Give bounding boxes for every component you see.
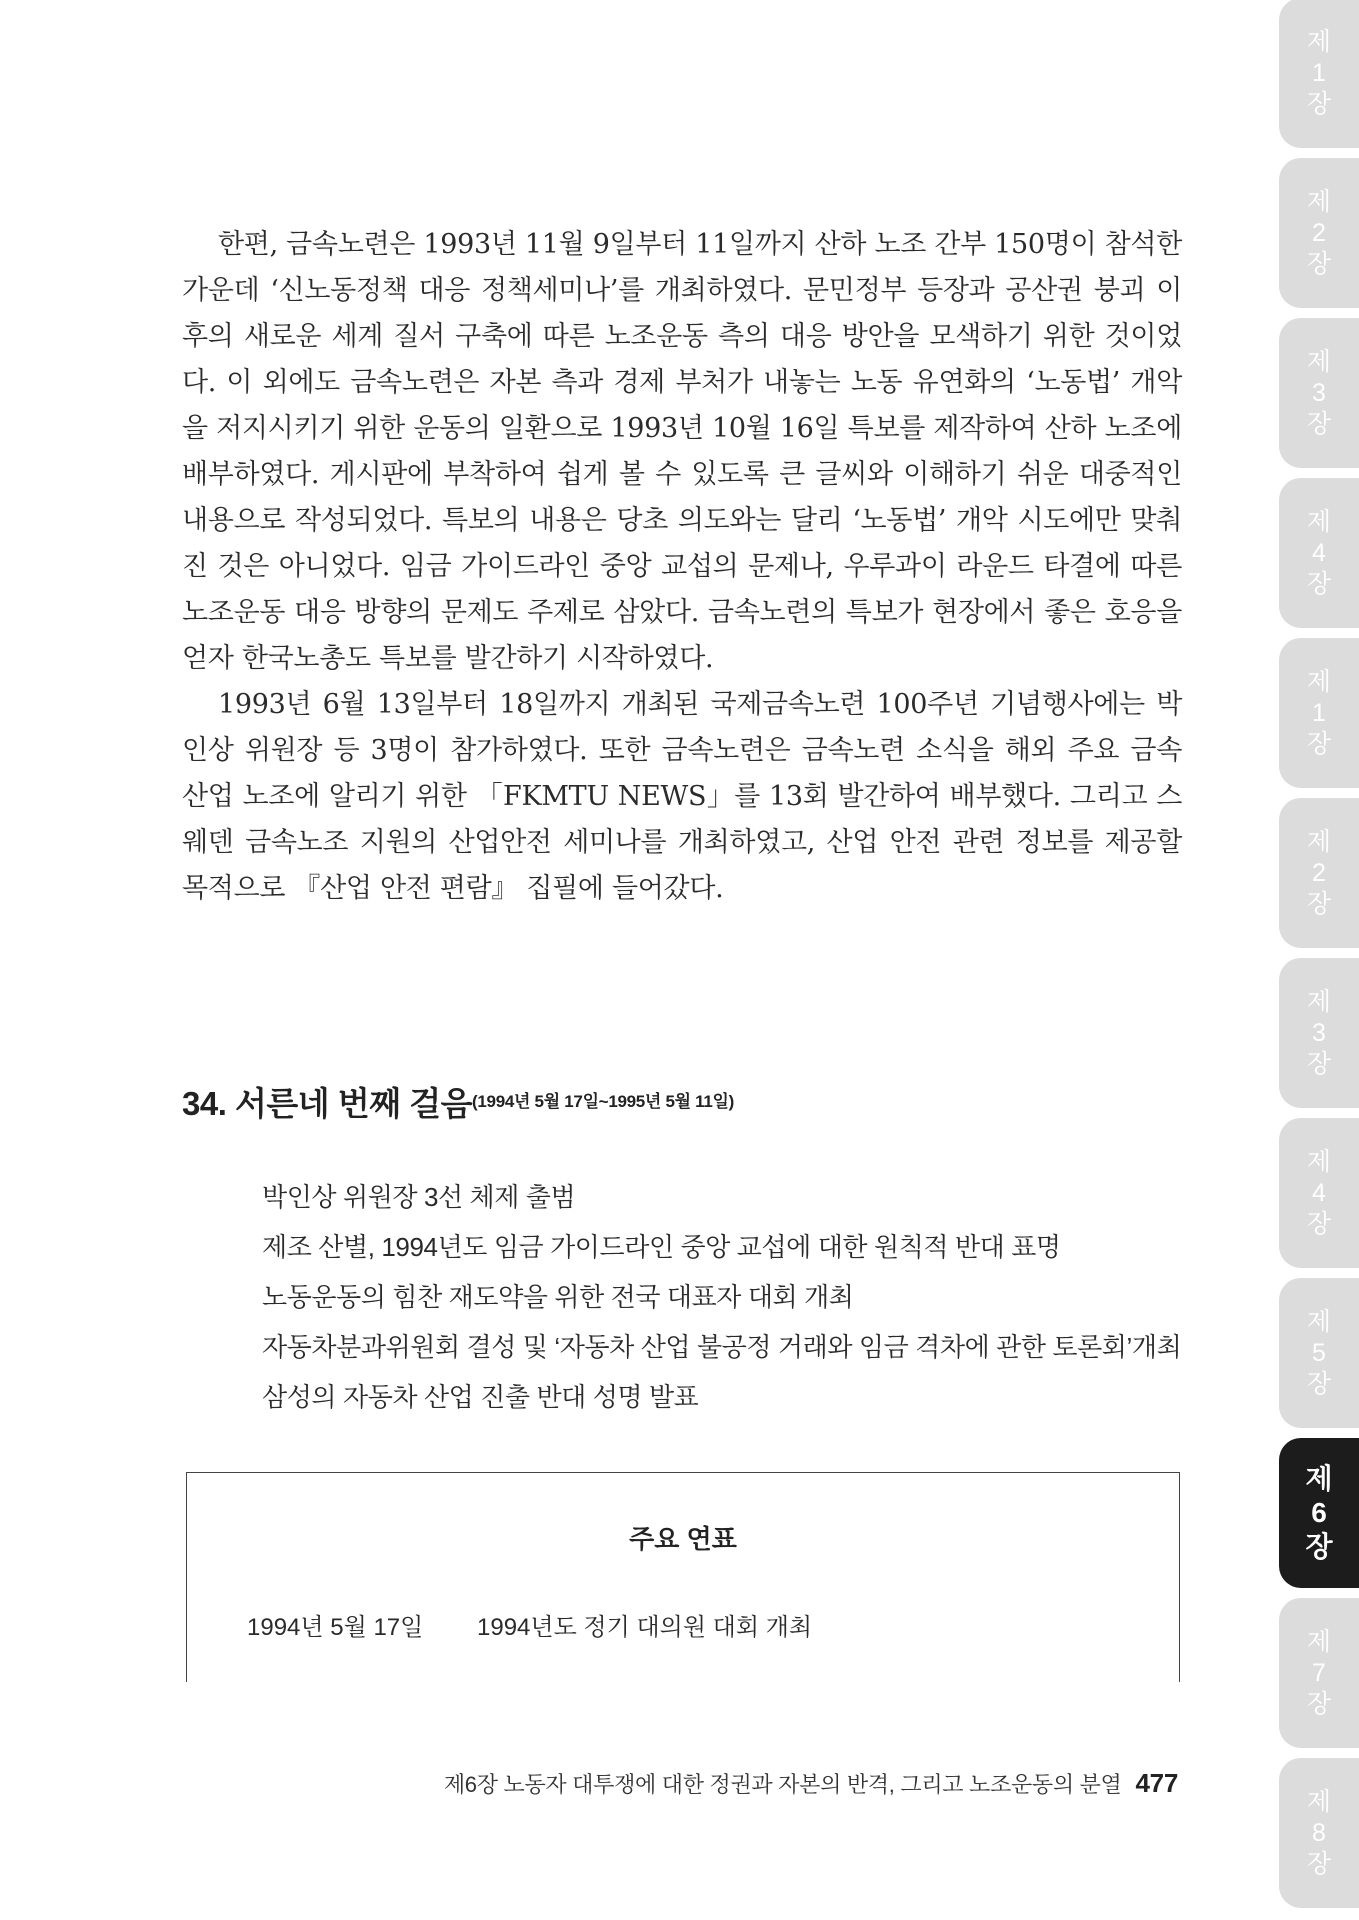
summary-item: 삼성의 자동차 산업 진출 반대 성명 발표 — [262, 1382, 699, 1412]
chapter-tab-prefix: 제 — [1306, 1147, 1332, 1176]
page-number: 477 — [1135, 1768, 1178, 1798]
chapter-tab-3[interactable] — [1279, 318, 1359, 468]
summary-item: 노동운동의 힘찬 재도약을 위한 전국 대표자 대회 개최 — [262, 1282, 854, 1312]
chapter-tab-suffix: 장 — [1306, 1049, 1332, 1078]
chapter-tab-suffix: 장 — [1305, 1531, 1333, 1562]
chronology-title: 주요 연표 — [629, 1524, 737, 1554]
chapter-tab-suffix: 장 — [1306, 409, 1332, 438]
chapter-tab-6[interactable] — [1279, 798, 1359, 948]
chapter-tab-prefix: 제 — [1306, 27, 1332, 56]
chapter-tab-suffix: 장 — [1306, 89, 1332, 118]
chapter-tab-suffix: 장 — [1306, 249, 1332, 278]
chapter-tab-suffix: 장 — [1306, 1689, 1332, 1718]
section-title: 34. 서른네 번째 걸음 — [182, 1085, 473, 1122]
chapter-tab-8[interactable] — [1279, 1118, 1359, 1268]
paragraph: 한편, 금속노련은 1993년 11월 9일부터 11일까지 산하 노조 간부 150명이 참석한 가운데 ‘신노동정책 대응 정책세미나’를 개최하였다. 문민정부 등장과 공산권 붕괴 이후의 새로운 세계 질서 구축에 따른 노조운동 측의 대응 방안을 모색하기 위한 것이었다. 이 외에도 금속노련은 자본 측과 경제 부처가 내놓는 노동 유연화의 ‘노동법’ 개악을 저지시키기 위한 운동의 일환으로 1993년 10월 16일 특보를 제작하여 산하 노조에 배부하였다. 게시판에 부착하여 쉽게 볼 수 있도록 큰 글씨와 이해하기 쉬운 대중적인 내용으로 작성되었다. 특보의 내용은 당초 의도와는 달리 ‘노동법’ 개악 시도에만 맞춰진 것은 아니었다. 임금 가이드라인 중앙 교섭의 문제나, 우루과이 라운드 타결에 따른 노조운동 대응 방향의 문제도 주제로 삼았다. 금속노련의 특보가 현장에서 좋은 호응을 얻자 한국노총도 특보를 발간하기 시작하였다. — [182, 229, 1182, 674]
chapter-tab-num: 1 — [1312, 58, 1326, 87]
chapter-tab-prefix: 제 — [1306, 507, 1332, 536]
body-text — [182, 222, 1182, 912]
chapter-tab-num: 2 — [1312, 858, 1326, 887]
summary-item: 박인상 위원장 3선 체제 출범 — [262, 1182, 576, 1212]
chapter-tab-num: 6 — [1311, 1497, 1327, 1528]
chapter-tab-suffix: 장 — [1306, 1849, 1332, 1878]
chapter-tab-1[interactable] — [1279, 0, 1359, 148]
chapter-tab-strip — [1279, 0, 1359, 1920]
summary-list — [262, 1172, 1181, 1422]
chapter-tab-prefix: 제 — [1306, 987, 1332, 1016]
chapter-tab-num: 1 — [1312, 698, 1326, 727]
chronology-box — [186, 1472, 1180, 1682]
chapter-tab-5[interactable] — [1279, 638, 1359, 788]
chapter-tab-prefix: 제 — [1306, 187, 1332, 216]
chapter-tab-num: 3 — [1312, 1018, 1326, 1047]
chapter-tab-10[interactable] — [1279, 1438, 1359, 1588]
running-title: 제6장 노동자 대투쟁에 대한 정권과 자본의 반격, 그리고 노조운동의 분열 — [443, 1772, 1122, 1797]
chapter-tab-prefix: 제 — [1306, 347, 1332, 376]
section-heading — [182, 1078, 734, 1125]
chapter-tab-12[interactable] — [1279, 1758, 1359, 1908]
chapter-tab-suffix: 장 — [1306, 889, 1332, 918]
chronology-date: 1994년 5월 17일 — [247, 1614, 424, 1641]
summary-item: 제조 산별, 1994년도 임금 가이드라인 중앙 교섭에 대한 원칙적 반대 표명 — [262, 1232, 1061, 1262]
chapter-tab-4[interactable] — [1279, 478, 1359, 628]
chronology-event: 1994년도 정기 대의원 대회 개최 — [477, 1614, 813, 1641]
chronology-row — [247, 1607, 812, 1642]
chapter-tab-num: 5 — [1312, 1338, 1326, 1367]
chapter-tab-7[interactable] — [1279, 958, 1359, 1108]
chapter-tab-num: 8 — [1312, 1818, 1326, 1847]
chapter-tab-prefix: 제 — [1305, 1463, 1333, 1494]
chapter-tab-num: 2 — [1312, 218, 1326, 247]
chapter-tab-prefix: 제 — [1306, 1307, 1332, 1336]
chapter-tab-num: 3 — [1312, 378, 1326, 407]
chapter-tab-prefix: 제 — [1306, 667, 1332, 696]
chapter-tab-suffix: 장 — [1306, 569, 1332, 598]
chapter-tab-num: 4 — [1312, 1178, 1326, 1207]
chapter-tab-num: 4 — [1312, 538, 1326, 567]
chapter-tab-suffix: 장 — [1306, 1369, 1332, 1398]
chapter-tab-9[interactable] — [1279, 1278, 1359, 1428]
chapter-tab-2[interactable] — [1279, 158, 1359, 308]
chapter-tab-num: 7 — [1312, 1658, 1326, 1687]
chapter-tab-prefix: 제 — [1306, 827, 1332, 856]
chapter-tab-prefix: 제 — [1306, 1627, 1332, 1656]
chapter-tab-suffix: 장 — [1306, 1209, 1332, 1238]
chapter-tab-suffix: 장 — [1306, 729, 1332, 758]
chapter-tab-prefix: 제 — [1306, 1787, 1332, 1816]
paragraph: 1993년 6월 13일부터 18일까지 개최된 국제금속노련 100주년 기념행사에는 박인상 위원장 등 3명이 참가하였다. 또한 금속노련은 금속노련 소식을 해외 주요 금속 산업 노조에 알리기 위한 「FKMTU NEWS」를 13회 발간하여 배부했다. 그리고 스웨덴 금속노조 지원의 산업안전 세미나를 개최하였고, 산업 안전 관련 정보를 제공할 목적으로 『산업 안전 편람』 집필에 들어갔다. — [182, 689, 1182, 904]
summary-item: 자동차분과위원회 결성 및 ‘자동차 산업 불공정 거래와 임금 격차에 관한 토론회’개최 — [262, 1332, 1182, 1362]
section-date-range: (1994년 5월 17일~1995년 5월 11일) — [472, 1092, 735, 1111]
chapter-tab-11[interactable] — [1279, 1598, 1359, 1748]
page-footer — [444, 1768, 1178, 1799]
